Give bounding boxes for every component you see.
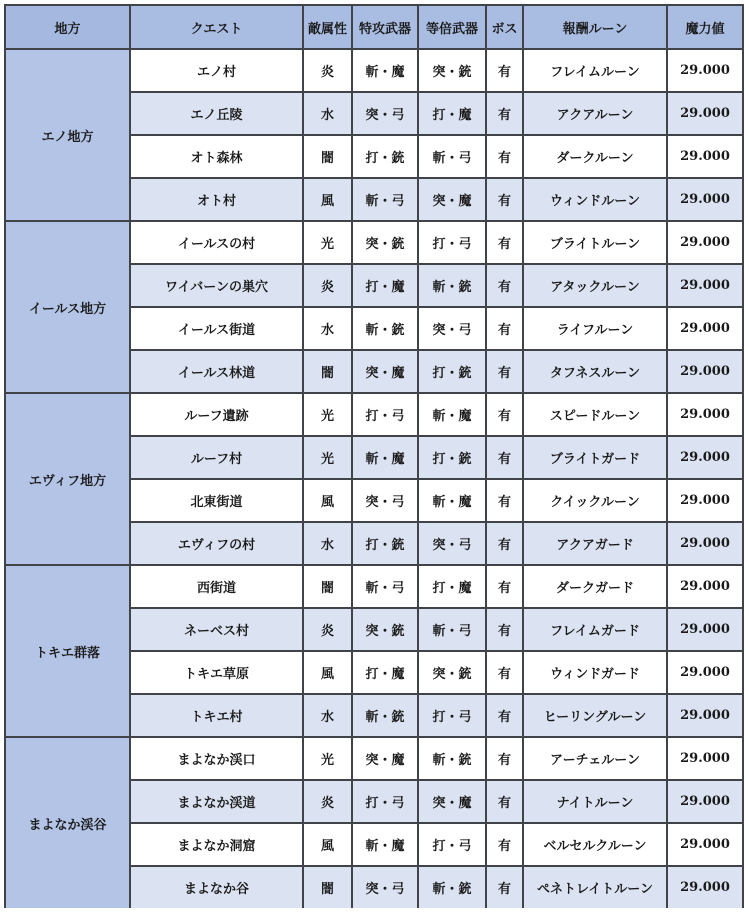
- magic-value-cell: 29.000: [668, 437, 742, 478]
- effective-weapon-cell: 突・弓: [353, 480, 417, 521]
- header-effective-weapon: 特攻武器: [353, 6, 417, 48]
- boss-cell: 有: [487, 523, 522, 564]
- magic-value-cell: 29.000: [668, 50, 742, 91]
- boss-cell: 有: [487, 222, 522, 263]
- header-enemy-element: 敵属性: [304, 6, 351, 48]
- enemy-element-cell: 光: [304, 222, 351, 263]
- neutral-weapon-cell: 突・弓: [419, 523, 485, 564]
- magic-value-cell: 29.000: [668, 93, 742, 134]
- effective-weapon-cell: 突・弓: [353, 867, 417, 908]
- neutral-weapon-cell: 斬・銃: [419, 738, 485, 779]
- reward-rune-cell: ヒーリングルーン: [524, 695, 666, 736]
- magic-value-cell: 29.000: [668, 609, 742, 650]
- neutral-weapon-cell: 打・魔: [419, 93, 485, 134]
- header-boss: ボス: [487, 6, 522, 48]
- quest-name-cell: 西街道: [131, 566, 302, 607]
- enemy-element-cell: 風: [304, 480, 351, 521]
- quest-name-cell: イールスの村: [131, 222, 302, 263]
- magic-value-cell: 29.000: [668, 480, 742, 521]
- reward-rune-cell: フレイムガード: [524, 609, 666, 650]
- boss-cell: 有: [487, 781, 522, 822]
- quest-name-cell: まよなか渓口: [131, 738, 302, 779]
- header-neutral-weapon: 等倍武器: [419, 6, 485, 48]
- quest-name-cell: エヴィフの村: [131, 523, 302, 564]
- enemy-element-cell: 水: [304, 308, 351, 349]
- quest-name-cell: まよなか洞窟: [131, 824, 302, 865]
- reward-rune-cell: フレイムルーン: [524, 50, 666, 91]
- enemy-element-cell: 風: [304, 824, 351, 865]
- neutral-weapon-cell: 打・銃: [419, 437, 485, 478]
- boss-cell: 有: [487, 609, 522, 650]
- neutral-weapon-cell: 打・弓: [419, 695, 485, 736]
- magic-value-cell: 29.000: [668, 222, 742, 263]
- enemy-element-cell: 炎: [304, 609, 351, 650]
- magic-value-cell: 29.000: [668, 179, 742, 220]
- quest-name-cell: イールス街道: [131, 308, 302, 349]
- header-reward-rune: 報酬ルーン: [524, 6, 666, 48]
- boss-cell: 有: [487, 738, 522, 779]
- effective-weapon-cell: 突・銃: [353, 609, 417, 650]
- effective-weapon-cell: 打・銃: [353, 136, 417, 177]
- boss-cell: 有: [487, 566, 522, 607]
- neutral-weapon-cell: 突・弓: [419, 308, 485, 349]
- magic-value-cell: 29.000: [668, 394, 742, 435]
- region-cell: エヴィフ地方: [6, 394, 129, 564]
- magic-value-cell: 29.000: [668, 781, 742, 822]
- effective-weapon-cell: 斬・弓: [353, 566, 417, 607]
- magic-value-cell: 29.000: [668, 867, 742, 908]
- boss-cell: 有: [487, 437, 522, 478]
- boss-cell: 有: [487, 308, 522, 349]
- enemy-element-cell: 闇: [304, 566, 351, 607]
- enemy-element-cell: 風: [304, 179, 351, 220]
- boss-cell: 有: [487, 351, 522, 392]
- magic-value-cell: 29.000: [668, 652, 742, 693]
- quest-name-cell: まよなか谷: [131, 867, 302, 908]
- reward-rune-cell: ダークルーン: [524, 136, 666, 177]
- quest-name-cell: エノ村: [131, 50, 302, 91]
- reward-rune-cell: アクアルーン: [524, 93, 666, 134]
- boss-cell: 有: [487, 136, 522, 177]
- header-row: [6, 6, 742, 48]
- effective-weapon-cell: 斬・弓: [353, 179, 417, 220]
- neutral-weapon-cell: 打・弓: [419, 222, 485, 263]
- table-body: [6, 50, 742, 908]
- boss-cell: 有: [487, 179, 522, 220]
- enemy-element-cell: 水: [304, 695, 351, 736]
- reward-rune-cell: タフネスルーン: [524, 351, 666, 392]
- boss-cell: 有: [487, 695, 522, 736]
- quest-name-cell: イールス林道: [131, 351, 302, 392]
- quest-name-cell: オト森林: [131, 136, 302, 177]
- region-cell: エノ地方: [6, 50, 129, 220]
- enemy-element-cell: 光: [304, 394, 351, 435]
- enemy-element-cell: 闇: [304, 136, 351, 177]
- neutral-weapon-cell: 打・銃: [419, 351, 485, 392]
- quest-name-cell: 北東街道: [131, 480, 302, 521]
- neutral-weapon-cell: 斬・魔: [419, 394, 485, 435]
- table-row: [6, 50, 742, 91]
- effective-weapon-cell: 突・魔: [353, 351, 417, 392]
- quest-name-cell: オト村: [131, 179, 302, 220]
- neutral-weapon-cell: 斬・弓: [419, 136, 485, 177]
- quest-table: [4, 4, 744, 910]
- header-magic-value: 魔力値: [668, 6, 742, 48]
- quest-name-cell: まよなか渓道: [131, 781, 302, 822]
- quest-name-cell: ルーフ村: [131, 437, 302, 478]
- magic-value-cell: 29.000: [668, 566, 742, 607]
- quest-table-container: [4, 4, 744, 908]
- reward-rune-cell: ペネトレイトルーン: [524, 867, 666, 908]
- boss-cell: 有: [487, 265, 522, 306]
- region-cell: イールス地方: [6, 222, 129, 392]
- boss-cell: 有: [487, 50, 522, 91]
- neutral-weapon-cell: 斬・銃: [419, 265, 485, 306]
- reward-rune-cell: ダークガード: [524, 566, 666, 607]
- region-cell: まよなか渓谷: [6, 738, 129, 908]
- neutral-weapon-cell: 斬・魔: [419, 480, 485, 521]
- reward-rune-cell: ベルセルクルーン: [524, 824, 666, 865]
- neutral-weapon-cell: 斬・銃: [419, 867, 485, 908]
- effective-weapon-cell: 斬・魔: [353, 824, 417, 865]
- reward-rune-cell: ブライトルーン: [524, 222, 666, 263]
- reward-rune-cell: ウィンドガード: [524, 652, 666, 693]
- boss-cell: 有: [487, 824, 522, 865]
- enemy-element-cell: 闇: [304, 351, 351, 392]
- reward-rune-cell: アクアガード: [524, 523, 666, 564]
- reward-rune-cell: ウィンドルーン: [524, 179, 666, 220]
- magic-value-cell: 29.000: [668, 738, 742, 779]
- effective-weapon-cell: 打・弓: [353, 781, 417, 822]
- effective-weapon-cell: 斬・銃: [353, 308, 417, 349]
- quest-name-cell: ルーフ遺跡: [131, 394, 302, 435]
- enemy-element-cell: 炎: [304, 50, 351, 91]
- enemy-element-cell: 水: [304, 93, 351, 134]
- magic-value-cell: 29.000: [668, 136, 742, 177]
- boss-cell: 有: [487, 394, 522, 435]
- effective-weapon-cell: 斬・魔: [353, 50, 417, 91]
- quest-name-cell: エノ丘陵: [131, 93, 302, 134]
- neutral-weapon-cell: 突・銃: [419, 50, 485, 91]
- enemy-element-cell: 炎: [304, 265, 351, 306]
- boss-cell: 有: [487, 652, 522, 693]
- reward-rune-cell: アタックルーン: [524, 265, 666, 306]
- effective-weapon-cell: 打・魔: [353, 265, 417, 306]
- header-region: 地方: [6, 6, 129, 48]
- magic-value-cell: 29.000: [668, 523, 742, 564]
- magic-value-cell: 29.000: [668, 695, 742, 736]
- reward-rune-cell: ブライトガード: [524, 437, 666, 478]
- neutral-weapon-cell: 突・銃: [419, 652, 485, 693]
- enemy-element-cell: 水: [304, 523, 351, 564]
- neutral-weapon-cell: 突・魔: [419, 179, 485, 220]
- quest-name-cell: ワイバーンの巣穴: [131, 265, 302, 306]
- neutral-weapon-cell: 打・魔: [419, 566, 485, 607]
- magic-value-cell: 29.000: [668, 824, 742, 865]
- enemy-element-cell: 風: [304, 652, 351, 693]
- reward-rune-cell: ナイトルーン: [524, 781, 666, 822]
- table-row: [6, 394, 742, 435]
- enemy-element-cell: 炎: [304, 781, 351, 822]
- reward-rune-cell: アーチェルーン: [524, 738, 666, 779]
- neutral-weapon-cell: 打・弓: [419, 824, 485, 865]
- enemy-element-cell: 光: [304, 437, 351, 478]
- quest-name-cell: ネーベス村: [131, 609, 302, 650]
- boss-cell: 有: [487, 867, 522, 908]
- table-row: [6, 738, 742, 779]
- table-row: [6, 222, 742, 263]
- region-cell: トキエ群落: [6, 566, 129, 736]
- effective-weapon-cell: 打・銃: [353, 523, 417, 564]
- effective-weapon-cell: 突・魔: [353, 738, 417, 779]
- effective-weapon-cell: 斬・魔: [353, 437, 417, 478]
- effective-weapon-cell: 斬・銃: [353, 695, 417, 736]
- magic-value-cell: 29.000: [668, 265, 742, 306]
- reward-rune-cell: ライフルーン: [524, 308, 666, 349]
- magic-value-cell: 29.000: [668, 308, 742, 349]
- magic-value-cell: 29.000: [668, 351, 742, 392]
- reward-rune-cell: クイックルーン: [524, 480, 666, 521]
- effective-weapon-cell: 突・弓: [353, 93, 417, 134]
- effective-weapon-cell: 打・魔: [353, 652, 417, 693]
- boss-cell: 有: [487, 480, 522, 521]
- enemy-element-cell: 光: [304, 738, 351, 779]
- header-quest: クエスト: [131, 6, 302, 48]
- table-row: [6, 566, 742, 607]
- effective-weapon-cell: 突・銃: [353, 222, 417, 263]
- effective-weapon-cell: 打・弓: [353, 394, 417, 435]
- boss-cell: 有: [487, 93, 522, 134]
- neutral-weapon-cell: 斬・弓: [419, 609, 485, 650]
- neutral-weapon-cell: 突・魔: [419, 781, 485, 822]
- reward-rune-cell: スピードルーン: [524, 394, 666, 435]
- quest-name-cell: トキエ草原: [131, 652, 302, 693]
- enemy-element-cell: 闇: [304, 867, 351, 908]
- quest-name-cell: トキエ村: [131, 695, 302, 736]
